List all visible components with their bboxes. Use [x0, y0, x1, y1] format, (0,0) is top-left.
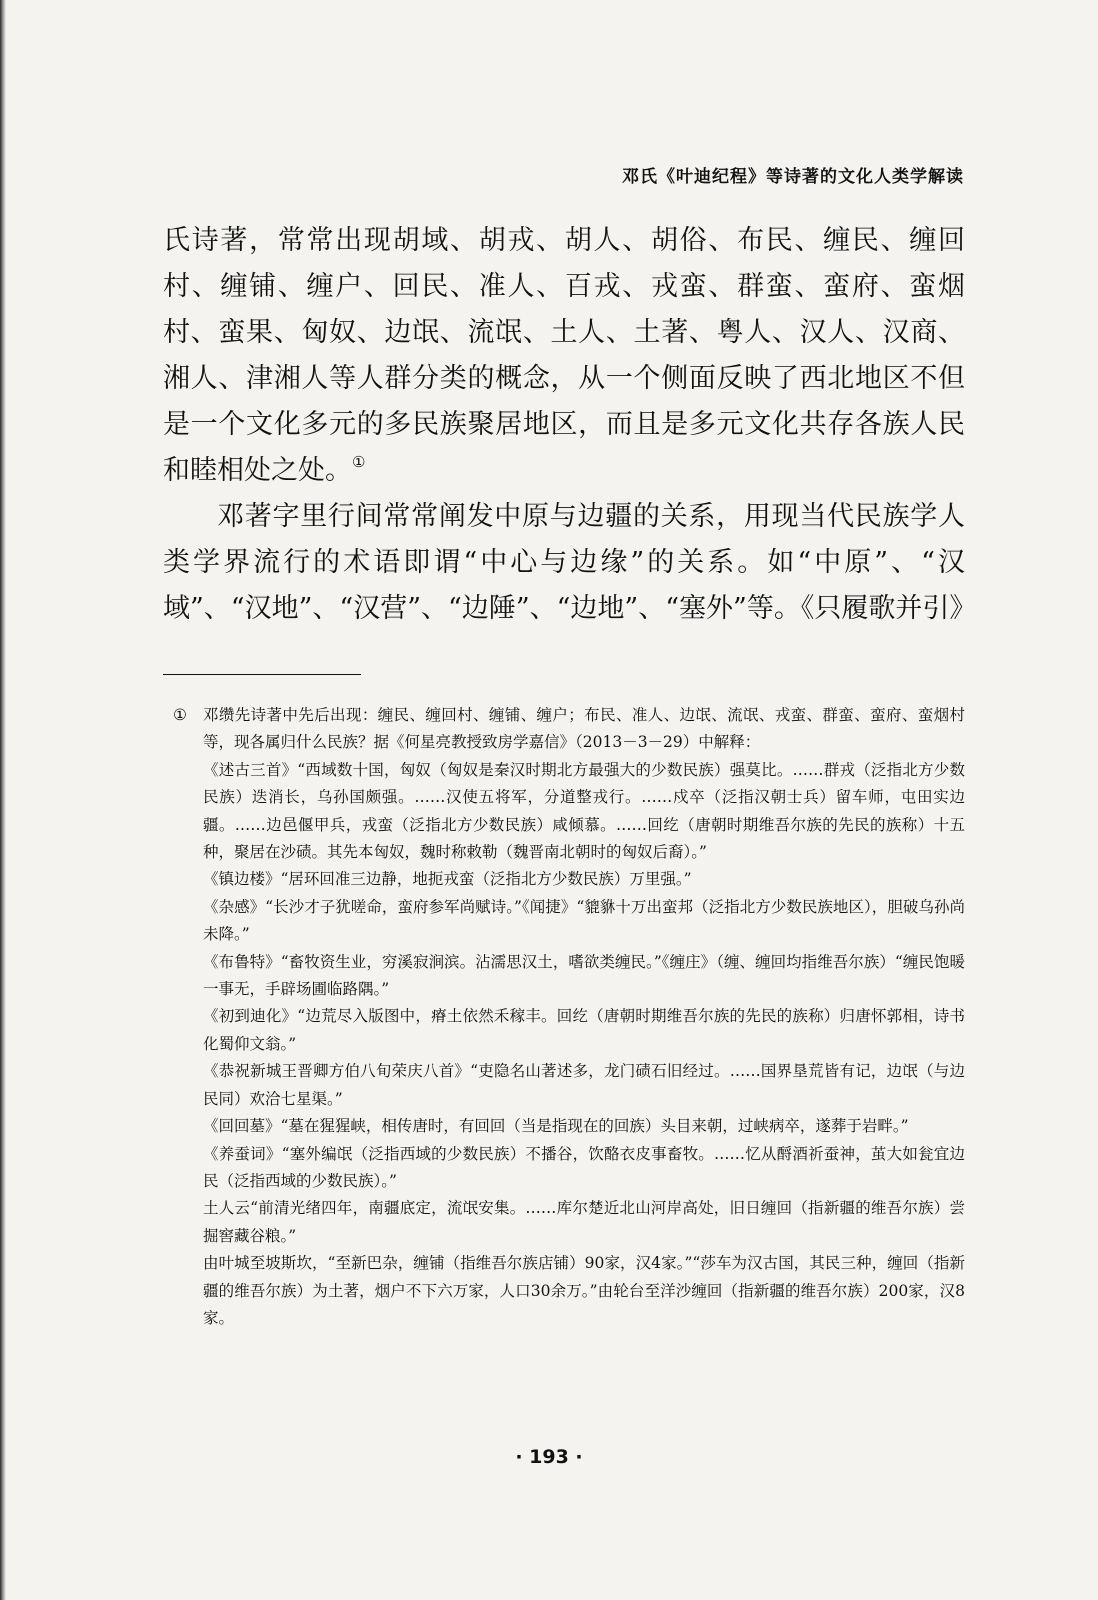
page-number: · 193 · — [515, 1446, 583, 1468]
footnotes — [173, 702, 965, 1332]
footnote-item: 土人云“前清光绪四年，南疆底定，流氓安集。……库尔楚近北山河岸高处，旧日缠回（指新疆的维吾尔族）尝掘窖藏谷粮。” — [203, 1199, 965, 1245]
footnote-item: 《杂感》“长沙才子犹嗟命，蛮府参军尚赋诗。”《闻捷》“貔貅十万出蛮邦（泛指北方少数民族地区），胆破乌孙尚未降。” — [203, 897, 965, 944]
body-paragraph — [163, 218, 965, 494]
footnote-item: 《述古三首》“西域数十国，匈奴（匈奴是秦汉时期北方最强大的少数民族）强莫比。……群戎（泛指北方少数民族）迭消长，乌孙国颇强。……汉使五将军，分道整戎行。……戍卒（泛指汉朝士兵）留车师，屯田实边疆。……边邑偃甲兵，戎蛮（泛指北方少数民族）咸倾慕。……回纥（唐朝时期维吾尔族的先民的族称）十五种，聚居在沙碛。其先本匈奴，魏时称敕勒（魏晋南北朝时的匈奴后裔）。” — [203, 760, 965, 862]
footnote-marker: ① — [173, 706, 187, 724]
footnote-item: 《镇边楼》“居环回准三边静，地扼戎蛮（泛指北方少数民族）万里强。” — [203, 870, 692, 889]
body-text — [163, 218, 977, 632]
body-paragraph — [163, 494, 977, 632]
footnote-separator — [163, 674, 361, 675]
footnote-lead — [173, 702, 965, 757]
footnote-item: 《回回墓》“墓在猩猩峡，相传唐时，有回回（当是指现在的回族）头目来朝，过峡病卒，遂葬于岩畔。” — [203, 1117, 909, 1136]
footnote-item: 《养蚕词》“塞外编氓（泛指西域的少数民族）不播谷，饮酪衣皮事畜牧。……忆从酹酒祈蚕神，茧大如瓮宜边民（泛指西域的少数民族）。” — [203, 1144, 965, 1190]
footnote-item: 《布鲁特》“畜牧资生业，穷溪寂涧滨。沾濡思汉土，嗜欲类缠民。”《缠庄》（缠、缠回均指维吾尔族）“缠民饱暖一事无，手辟场圃临路隅。” — [203, 952, 965, 999]
footnote-lead-text: 邓缵先诗著中先后出现：缠民、缠回村、缠铺、缠户；布民、准人、边氓、流氓、戎蛮、群蛮、蛮府、蛮烟村等，现各属归什么民族？据《何星亮教授致房学嘉信》（2013－3－29）中解释： — [203, 706, 965, 752]
footnote-item: 《恭祝新城王晋卿方伯八旬荣庆八首》“吏隐名山著述多，龙门碛石旧经过。……国界垦荒皆有记，边氓（与边民同）欢洽七星渠。” — [203, 1062, 965, 1108]
scanned-page-edge — [0, 0, 6, 1600]
footnote-item: 《初到迪化》“边荒尽入版图中，瘠土依然禾稼丰。回纥（唐朝时期维吾尔族的先民的族称）归唐怀郭相，诗书化蜀仰文翁。” — [203, 1007, 965, 1053]
paragraph-text: 邓著字里行间常常阐发中原与边疆的关系，用现当代民族学人类学界流行的术语即谓“中心与边缘”的关系。如“中原”、“汉域”、“汉地”、“汉营”、“边陲”、“边地”、“塞外”等。《只履歌并引》 — [163, 501, 977, 624]
footnote-item: 由叶城至坡斯坎，“至新巴杂，缠铺（指维吾尔族店铺）90家，汉4家。”“莎车为汉古国，其民三种，缠回（指新疆的维吾尔族）为土著，烟户不下六万家，人口30余万。”由轮台至洋沙缠回（指新疆的维吾尔族）200家，汉8家。 — [203, 1254, 965, 1327]
footnote-reference[interactable]: ① — [352, 453, 366, 471]
paragraph-text: 氏诗著，常常出现胡域、胡戎、胡人、胡俗、布民、缠民、缠回村、缠铺、缠户、回民、准人、百戎、戎蛮、群蛮、蛮府、蛮烟村、蛮果、匈奴、边氓、流氓、土人、土著、粤人、汉人、汉商、湘人、津湘人等人群分类的概念，从一个侧面反映了西北地区不但是一个文化多元的多民族聚居地区，而且是多元文化共存各族人民和睦相处之处。 — [163, 225, 965, 486]
running-header: 邓氏《叶迪纪程》等诗著的文化人类学解读 — [622, 167, 964, 187]
